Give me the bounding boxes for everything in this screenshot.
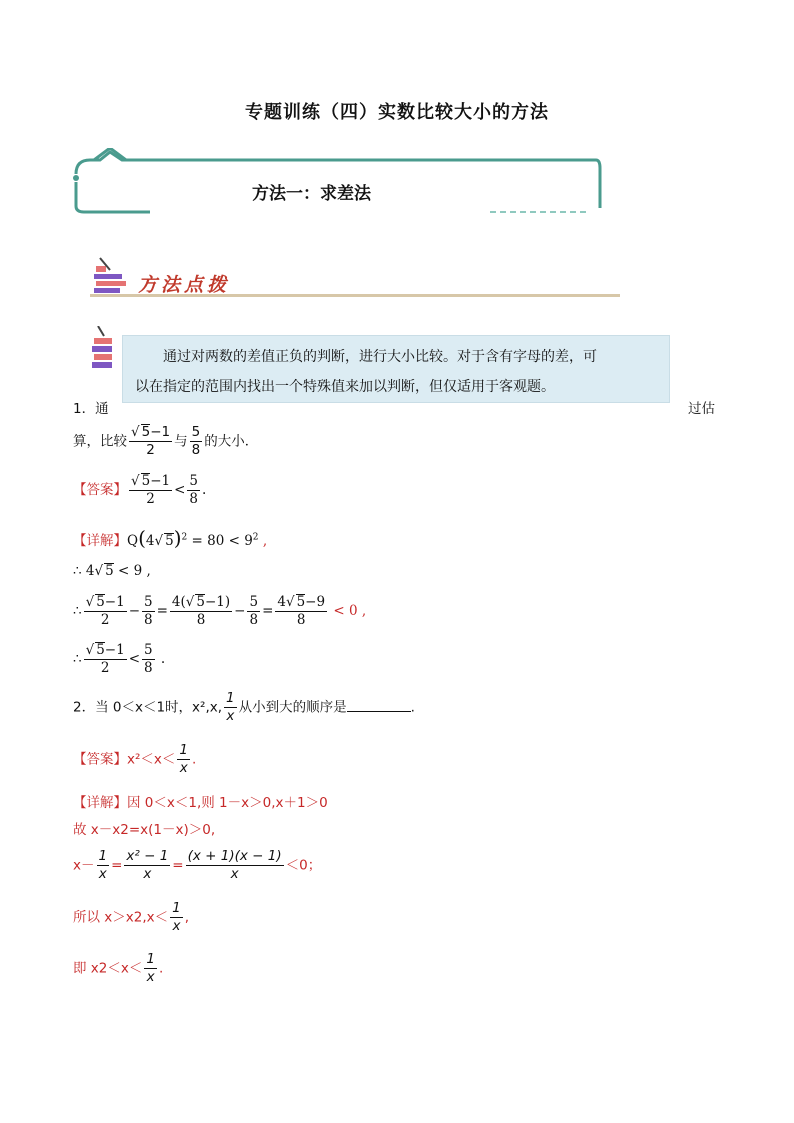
answer-tag: 【答案】 xyxy=(73,751,127,768)
detail-tag: 【详解】 xyxy=(73,795,127,811)
d3-frac-c: $\frac{(x + 1)(x - 1)}{x}$ xyxy=(187,848,282,882)
q1-stem-line2 xyxy=(73,424,258,459)
book-stack-icon xyxy=(92,326,114,370)
step3-frac-e: $\frac{4√ 5-9}{8}$ xyxy=(277,594,326,628)
fraction-1-over-x: $\frac{1}{x}$ xyxy=(226,690,235,724)
q1-text-end: 的大小． xyxy=(204,433,259,450)
tip-text-line-1: 通过对两数的差值正负的判断，进行大小比较。对于含有字母的差，可 xyxy=(163,349,597,365)
answer-fraction: $\frac{1}{x}$ xyxy=(179,742,188,776)
step3-frac-c: $\frac{4(√ 5-1)}{8}$ xyxy=(171,594,231,628)
q2-stem: 2．当 0＜x＜1时，x²,x, $\frac{1}{x}$ 从小到大的顺序是 . xyxy=(73,690,415,724)
detail-tag: 【详解】 xyxy=(73,533,127,549)
fraction-sqrt5-minus1-over-2: $\frac{√ 5-1}{2}$ xyxy=(131,424,171,458)
answer-fraction-left: $\frac{√ 5-1}{2}$ xyxy=(131,473,171,507)
q2-text-order: 从小到大的顺序是 xyxy=(238,699,347,716)
tip-label: 方法点拨 xyxy=(138,274,231,296)
q2-detail-1: 【详解】因 0＜x＜1,则 1－x＞0,x＋1＞0 xyxy=(73,795,328,811)
q1-number: 1．通 xyxy=(73,401,109,417)
step3-frac-b: $\frac{5}{8}$ xyxy=(144,594,153,628)
section-banner-title: 方法一：求差法 xyxy=(252,184,371,204)
answer-blank xyxy=(347,699,411,712)
fraction-5-over-8: $\frac{5}{8}$ xyxy=(191,424,201,458)
d3-frac-a: $\frac{1}{x}$ xyxy=(98,848,108,882)
tip-text-line-2: 以在指定的范围内找出一个特殊值来加以判断，但仅适用于客观题。 xyxy=(135,379,555,395)
q1-detail-4: ∴ $\frac{√ 5-1}{2}$ < $\frac{5}{8}$ . xyxy=(73,642,166,676)
q2-detail-2: 故 x－x2=x(1－x)＞0, xyxy=(73,822,216,838)
q2-detail-5: 即 x2＜x＜ $\frac{1}{x}$ . xyxy=(73,951,164,985)
q1-text-with: 与 xyxy=(174,433,188,450)
d4-frac: $\frac{1}{x}$ xyxy=(172,900,181,934)
q2-detail-3: x－ $\frac{1}{x}$ = $\frac{\text{x² − 1}}{x}$ = $\frac{(x + 1)(x - 1)}{x}$ ＜0； xyxy=(73,848,322,882)
q1-text: 算，比较 xyxy=(73,433,127,450)
q2-detail-4: 所以 x＞x2,x＜ $\frac{1}{x}$ , xyxy=(73,900,190,934)
page-title: 专题训练（四）实数比较大小的方法 xyxy=(245,102,549,123)
step4-frac-a: $\frac{√ 5-1}{2}$ xyxy=(85,642,125,676)
q1-detail-2: ∴ 4√ 5 < 9 , xyxy=(73,563,151,579)
q2-text: 2．当 0＜x＜1时，x²,x, xyxy=(73,699,223,716)
d3-frac-b: $\frac{\text{x² − 1}}{x}$ xyxy=(126,848,169,882)
step4-frac-b: $\frac{5}{8}$ xyxy=(144,642,153,676)
answer-fraction-right: $\frac{5}{8}$ xyxy=(189,473,199,507)
step3-frac-a: $\frac{√ 5-1}{2}$ xyxy=(85,594,125,628)
q1-stem-tail: 过估 xyxy=(688,401,715,417)
q1-answer: 【答案】 $\frac{√ 5-1}{2}$ < $\frac{5}{8}$ . xyxy=(73,473,207,507)
method-tip-box xyxy=(122,335,670,403)
q2-answer: 【答案】x²＜x＜ $\frac{1}{x}$ . xyxy=(73,742,197,776)
q1-detail-3: ∴ $\frac{√ 5-1}{2}$ − $\frac{5}{8}$ = $\frac{4(√ 5-1)}{8}$ − $\frac{5}{8}$ = $\frac{4√ 5-9}{8}$ < 0 , xyxy=(73,594,367,628)
d5-frac: $\frac{1}{x}$ xyxy=(146,951,155,985)
q1-detail-1: 【详解】Q(4√ $5)^2 = 80 < 9^2$ , xyxy=(73,526,268,550)
answer-tag: 【答案】 xyxy=(73,482,127,498)
step3-frac-d: $\frac{5}{8}$ xyxy=(249,594,259,628)
